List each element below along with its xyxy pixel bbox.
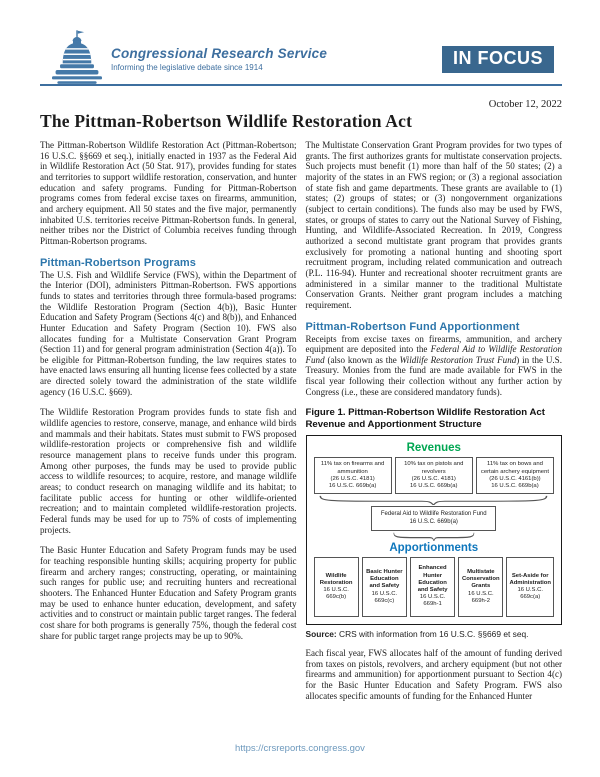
header <box>40 28 562 86</box>
para-administration: The U.S. Fish and Wildlife Service (FWS), within the Department of the Interior (DOI), administers Pittman-Robertson. FWS apportions funds to states and territories through three formula-based programs: the Wildlife Restoration Program (Section 4(b)), Basic Hunter Education and Safety Program (Sections 4(c) and 8(b)), and Enhanced Hunter Education and Safety Program (Section 10). FWS also allocates funding for a Multistate Conservation Grant Program (Section 11) and for general program administration (Section 4(a)). To be eligible for Pittman-Robertson funding, the law requires states to have enacted laws ensuring all hunting license fees collected by a state are directed solely toward the administration of the state wildlife agency (16 U.S.C. §669). <box>40 269 297 397</box>
right-column <box>306 140 563 711</box>
left-column <box>40 140 297 711</box>
capitol-dome-icon <box>52 30 102 86</box>
section-heading-programs: Pittman-Robertson Programs <box>40 256 197 269</box>
section-heading-apportionment: Pittman-Robertson Fund Apportionment <box>305 320 520 333</box>
apportionment-box-multistate: Multistate Conservation Grants 16 U.S.C. 669h-2 <box>458 557 503 617</box>
crs-logo <box>52 30 327 86</box>
logo-tagline: Informing the legislative debate since 1914 <box>111 63 263 72</box>
para-overview: The Pittman-Robertson Wildlife Restoration Act (Pittman-Robertson; 16 U.S.C. §§669 et seq.), initially enacted in 1937 as the Federal Aid in Wildlife Restoration Act (50 Stat. 917), provides funding for states and territories to support wildlife restoration, conservation, and hunter education and safety programs. Funding for Pittman-Robertson programs comes from federal excise taxes on firearms, ammunition, and archery equipment. All 50 states and the five major, permanently inhabited U.S. territories receive Pittman-Robertson funds. In general, neither tribes nor the District of Columbia receives funding through Pittman-Robertson programs. <box>40 140 297 246</box>
para-fund-receipts: Receipts from excise taxes on firearms, ammunition, and archery equipment are deposited into the Federal Aid to Wildlife Restoration Fund (also known as the Wildlife Restoration Trust Fund) in the U.S. Treasury. Monies from the fund are made available for FWS in the fiscal year following their collection without any further action by Congress (i.e., these are considered mandatory funds). <box>305 333 563 397</box>
fund-box: Federal Aid to Wildlife Restoration Fund 16 U.S.C. 669b(a) <box>371 506 496 531</box>
header-rule <box>40 84 562 86</box>
figure-source: Source: CRS with information from 16 U.S.C. §§669 et seq. <box>305 629 529 640</box>
page-title: The Pittman-Robertson Wildlife Restoration Act <box>40 111 413 131</box>
para-fiscal-allocation: Each fiscal year, FWS allocates half of the amount of funding derived from taxes on pistols, revolvers, and archery equipment (but not other firearms and ammunition) for apportionment pursuant to Section 4(c) for the Basic Hunter Education and Safety Program. FWS also allocates specific amounts of funding for the Enhanced Hunter <box>305 648 562 701</box>
logo-title: Congressional Research Service <box>111 46 328 61</box>
curly-brace-icon <box>318 495 549 505</box>
date: October 12, 2022 <box>488 99 562 110</box>
apportionment-box-set-aside: Set-Aside for Administration 16 U.S.C. 669c(a) <box>506 557 554 617</box>
figure-caption: Figure 1. Pittman-Robertson Wildlife Restoration Act Revenue and Apportionment Structure <box>305 407 545 431</box>
apportionment-box-basic-hunter: Basic Hunter Education and Safety 16 U.S.C. 669c(c) <box>362 557 407 617</box>
revenue-box-firearms: 11% tax on firearms and ammunition (26 U.S.C. 4181) 16 U.S.C. 669b(a) <box>314 457 392 494</box>
revenue-box-pistols: 10% tax on pistols and revolvers (26 U.S.C. 4181) 16 U.S.C. 669b(a) <box>395 457 473 494</box>
apportionment-box-wildlife: Wildlife Restoration 16 U.S.C. 669c(b) <box>314 557 359 617</box>
footer-url[interactable]: https://crsreports.congress.gov <box>235 743 365 754</box>
apportionment-row <box>314 557 555 617</box>
revenues-label: Revenues <box>406 442 461 455</box>
body-columns <box>40 140 562 711</box>
revenue-box-archery: 11% tax on bows and certain archery equipment (26 U.S.C. 4161(b)) 16 U.S.C. 669b(a) <box>476 457 554 494</box>
para-multistate-grants: The Multistate Conservation Grant Program provides for two types of grants. The first authorizes grants for multistate conservation projects. Such projects must benefit (1) more than half of the 50 states; (2) a majority of the states in an FWS region; or (3) a regional association of state fish and game departments. These grants are available to (1) states; (2) groups of states; or (3) nongovernment organizations (subject to certain conditions). The funds also may be used by FWS, states, or groups of states to carry out the National Survey of Fishing, Hunting, and Wildlife-Associated Recreation. In 2019, Congress authorized a second multistate grant program that provides grants exclusively for promoting a national hunting and shooting sport recruitment program, including related communication and outreach (P.L. 116-94). Hunter and recreational shooter recruitment grants are administered in a similar manner to the traditional Multistate Conservation Grants. Neither grant program includes a matching requirement. <box>305 140 562 310</box>
para-hunter-education: The Basic Hunter Education and Safety Program funds may be used for teaching responsible hunting skills; acquiring property for public firearm and archery ranges; constructing, operating, or maintaining such ranges for public use; and recruiting hunters and recreational shooters. The Enhanced Hunter Education and Safety Program grants may be used to enhance hunter education, development, and safety activities and to construct or maintain public target ranges. The federal cost share for both programs is generally 75%, though the federal cost share for public target range projects may be up to 90%. <box>40 545 297 641</box>
revenue-row <box>314 457 555 494</box>
curly-brace-icon <box>393 532 475 541</box>
in-focus-badge: IN FOCUS <box>442 46 554 73</box>
para-wildlife-restoration: The Wildlife Restoration Program provides funds to state fish and wildlife agencies to restore, conserve, manage, and enhance wild birds and mammals and their habitats. States must submit to FWS proposed wildlife-restoration projects or comprehensive fish and wildlife resource management plans to receive funds under this program. Among other purposes, the funds may be used to provide public access to wildlife resources; to acquire, restore, and manage wildlife areas; to conduct research on managing wildlife and its habitat; to facilitate public access for hunting or other wildlife-oriented recreation; and to maintain completed wildlife-restoration projects. Federal funds may be used for up to 75% of costs of implementing projects. <box>40 407 297 535</box>
apportionment-box-enhanced-hunter: Enhanced Hunter Education and Safety 16 U.S.C. 669h-1 <box>410 557 455 617</box>
apportionments-label: Apportionments <box>389 542 479 555</box>
figure-1 <box>306 435 563 625</box>
